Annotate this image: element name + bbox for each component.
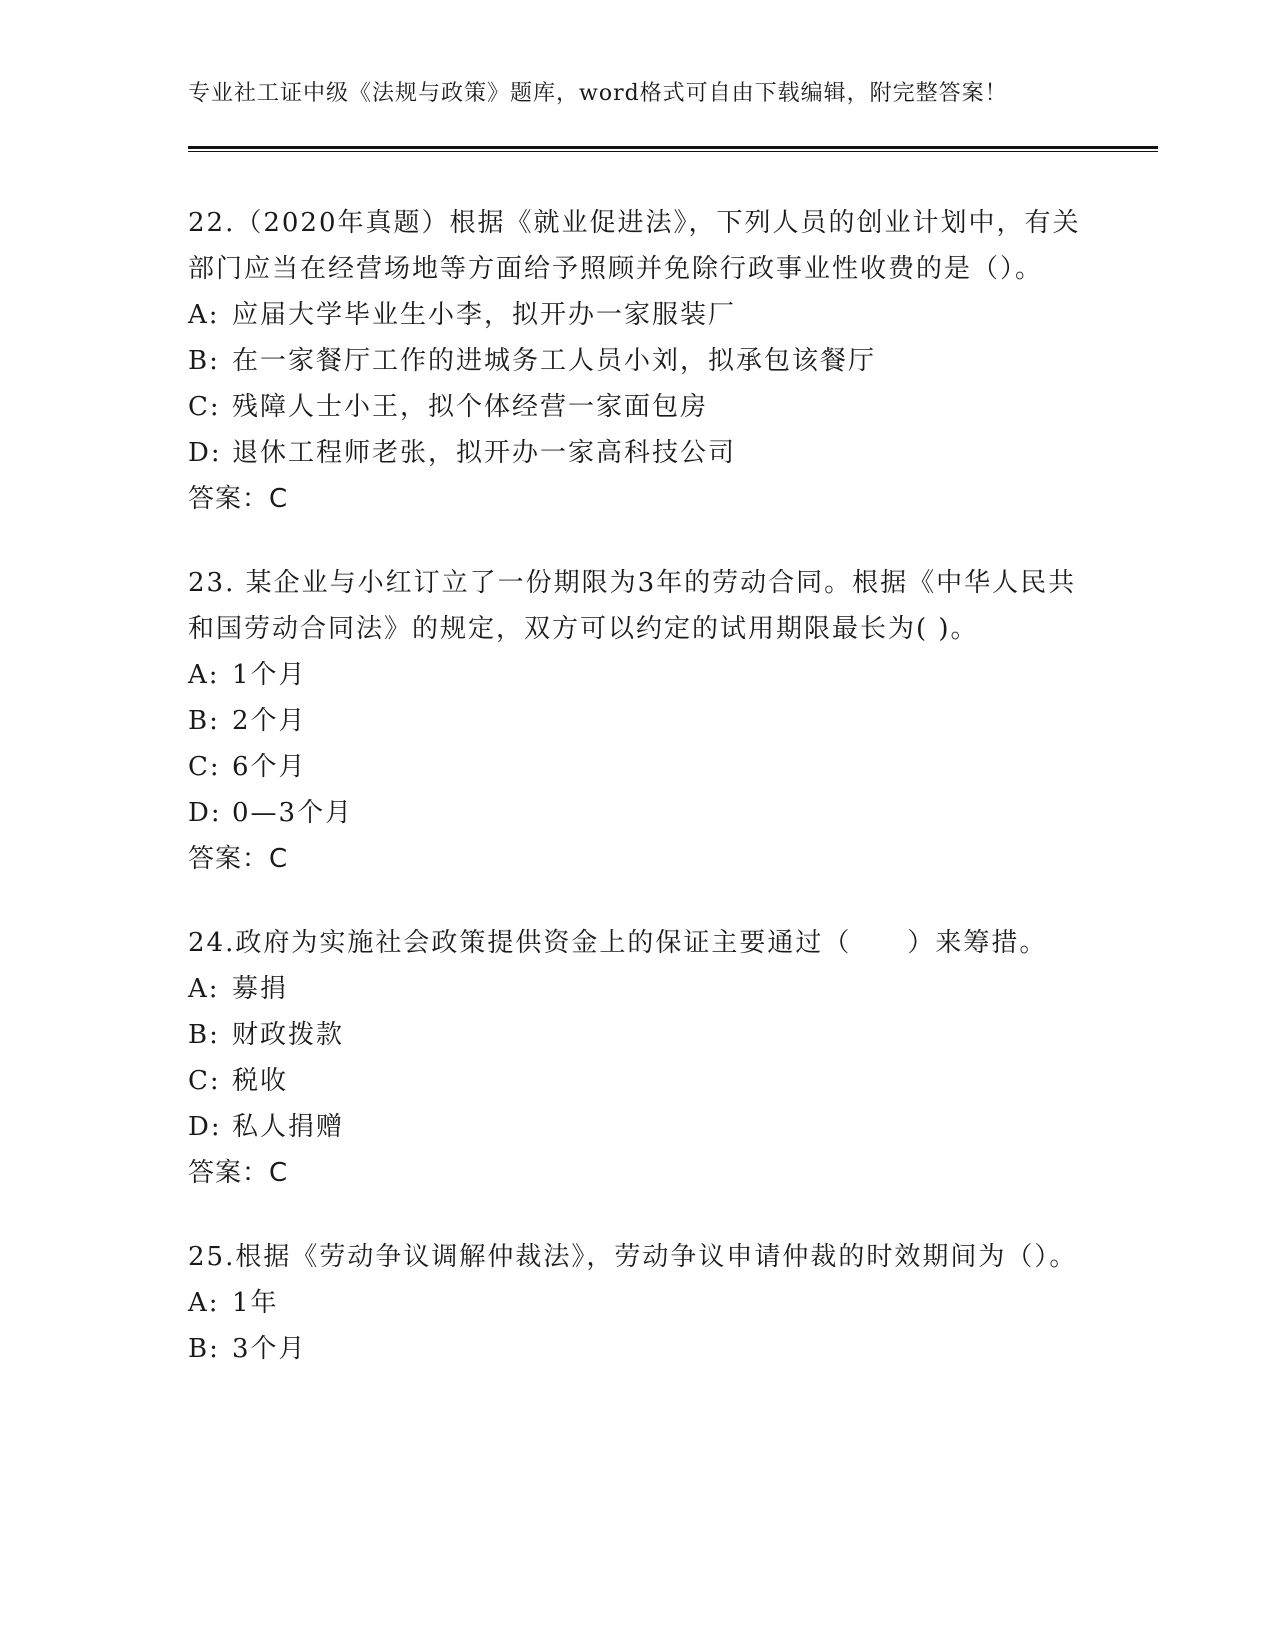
question-25	[188, 1234, 1088, 1372]
option-key: D:	[188, 1112, 222, 1142]
question-text: 25.根据《劳动争议调解仲裁法》，劳动争议申请仲裁的时效期间为（）。	[188, 1242, 1078, 1272]
option-b	[188, 698, 1088, 744]
option-text: 财政拨款	[232, 1020, 345, 1050]
option-text: 残障人士小王，拟个体经营一家面包房	[232, 392, 709, 422]
option-key: C:	[188, 752, 221, 782]
option-key: B:	[188, 1020, 220, 1050]
option-text: 募捐	[232, 974, 289, 1004]
option-key: B:	[188, 706, 220, 736]
option-key: B:	[188, 346, 220, 376]
option-text: 0—3个月	[232, 798, 354, 828]
option-c	[188, 1058, 1088, 1104]
option-key: C:	[188, 1066, 221, 1096]
option-key: A:	[188, 974, 220, 1004]
question-24	[188, 920, 1088, 1196]
option-key: A:	[188, 300, 220, 330]
option-text: 2个月	[232, 706, 307, 736]
option-c	[188, 384, 1088, 430]
option-text: 退休工程师老张，拟开办一家高科技公司	[232, 438, 737, 468]
option-text: 6个月	[232, 752, 307, 782]
header-rule	[188, 146, 1158, 149]
question-text: 22.（2020年真题）根据《就业促进法》，下列人员的创业计划中，有关部门应当在经营场地等方面给予照顾并免除行政事业性收费的是（）。	[188, 208, 1081, 284]
question-list	[188, 200, 1088, 1410]
option-text: 1年	[232, 1288, 279, 1318]
answer: 答案：C	[188, 484, 289, 514]
answer: 答案：C	[188, 844, 289, 874]
option-key: A:	[188, 1288, 220, 1318]
question-text: 24.政府为实施社会政策提供资金上的保证主要通过（ ）来筹措。	[188, 928, 1048, 958]
option-c	[188, 744, 1088, 790]
option-key: B:	[188, 1334, 220, 1364]
option-text: 1个月	[232, 660, 307, 690]
option-text: 私人捐赠	[232, 1112, 345, 1142]
option-key: D:	[188, 798, 222, 828]
question-23	[188, 560, 1088, 882]
option-b	[188, 1326, 1088, 1372]
page-header: 专业社工证中级《法规与政策》题库，word格式可自由下载编辑，附完整答案！	[188, 81, 1008, 106]
option-text: 应届大学毕业生小李，拟开办一家服装厂	[232, 300, 737, 330]
option-key: C:	[188, 392, 221, 422]
option-b	[188, 338, 1088, 384]
option-b	[188, 1012, 1088, 1058]
option-d	[188, 430, 1088, 476]
question-22	[188, 200, 1088, 522]
option-text: 税收	[232, 1066, 289, 1096]
question-text: 23. 某企业与小红订立了一份期限为3年的劳动合同。根据《中华人民共和国劳动合同法》的规定，双方可以约定的试用期限最长为( )。	[188, 568, 1077, 644]
option-a	[188, 966, 1088, 1012]
option-key: D:	[188, 438, 222, 468]
option-a	[188, 652, 1088, 698]
option-text: 在一家餐厅工作的进城务工人员小刘，拟承包该餐厅	[232, 346, 877, 376]
option-text: 3个月	[232, 1334, 307, 1364]
option-key: A:	[188, 660, 220, 690]
option-a	[188, 292, 1088, 338]
header-rule-thin	[188, 151, 1158, 152]
option-a	[188, 1280, 1088, 1326]
answer: 答案：C	[188, 1158, 289, 1188]
option-d	[188, 1104, 1088, 1150]
option-d	[188, 790, 1088, 836]
